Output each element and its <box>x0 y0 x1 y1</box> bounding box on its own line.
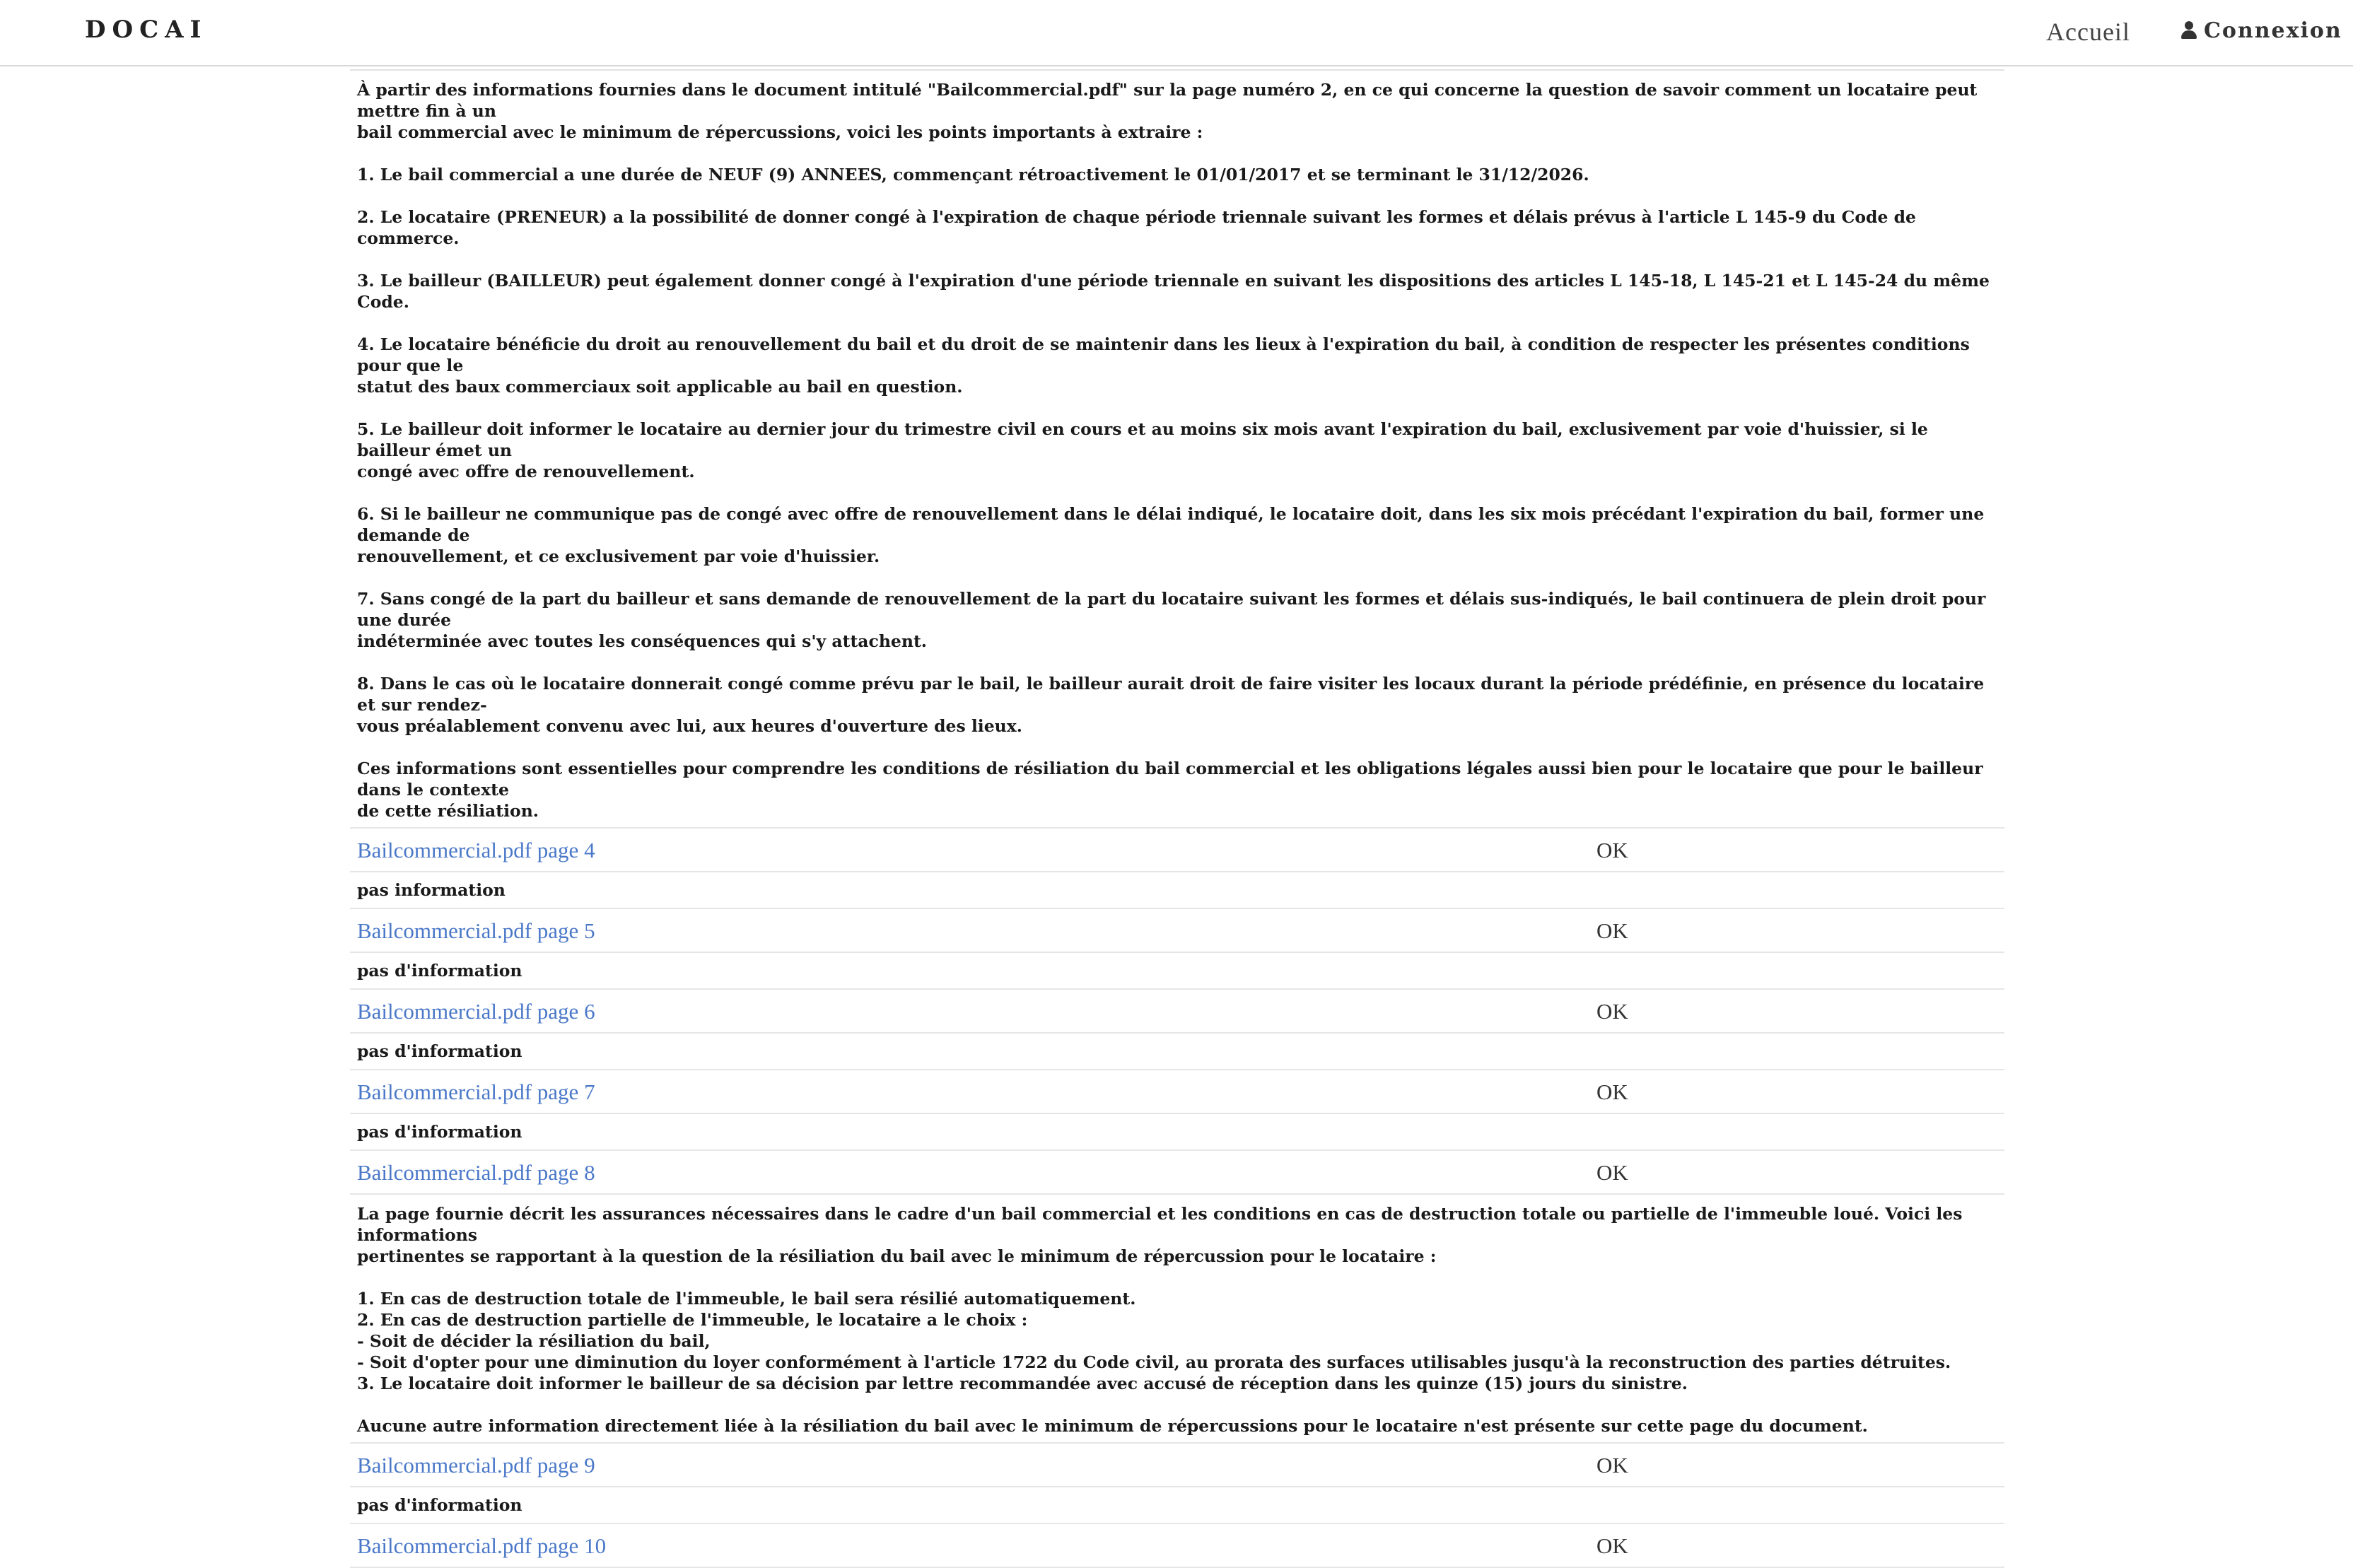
result-note <box>350 1114 2004 1151</box>
document-page-link[interactable]: Bailcommercial.pdf page 4 <box>357 838 595 862</box>
note-text: pas d'information <box>357 961 522 981</box>
result-note <box>350 872 2004 909</box>
result-note <box>350 953 2004 990</box>
result-row <box>350 1444 2004 1487</box>
status-label: OK <box>1596 1080 1628 1104</box>
results-list <box>350 69 2004 1568</box>
status-label: OK <box>1596 838 1628 862</box>
answer-text-page-8: La page fournie décrit les assurances nécessaires dans le cadre d'un bail commercial et les conditions en cas de destruction totale ou partielle de l'immeuble loué. Voici les informations pertinentes se rapportant à la question de la résiliation du bail avec le minimum de répercussion pour le locataire : 1. En cas de destruction totale de l'immeuble, le bail sera résilié automatiquement. 2. En cas de destruction partielle de l'immeuble, le locataire a le choix : - Soit de décider la résiliation du bail, - Soit d'opter pour une diminution du loyer conformément à l'article 1722 du Code civil, au prorata des surfaces utilisables jusqu'à la reconstruction des parties détruites. 3. Le locataire doit informer le bailleur de sa décision par lettre recommandée avec accusé de réception dans les quinze (15) jours du sinistre. Aucune autre information directement liée à la résiliation du bail avec le minimum de répercussions pour le locataire n'est présente sur cette page du document. <box>350 1195 2004 1444</box>
user-icon <box>2181 21 2197 40</box>
nav-home-link[interactable]: Accueil <box>2046 18 2130 46</box>
document-page-link[interactable]: Bailcommercial.pdf page 8 <box>357 1160 595 1185</box>
note-text: pas d'information <box>357 1122 522 1142</box>
document-page-link[interactable]: Bailcommercial.pdf page 7 <box>357 1080 595 1104</box>
result-row <box>350 990 2004 1034</box>
result-row <box>350 829 2004 872</box>
result-row <box>350 1151 2004 1195</box>
document-page-link[interactable]: Bailcommercial.pdf page 5 <box>357 918 595 943</box>
document-page-link[interactable]: Bailcommercial.pdf page 9 <box>357 1453 595 1478</box>
note-text: pas information <box>357 880 506 900</box>
result-row <box>350 1524 2004 1568</box>
result-note <box>350 1034 2004 1070</box>
status-label: OK <box>1596 999 1628 1024</box>
note-text: pas d'information <box>357 1495 522 1515</box>
result-row <box>350 909 2004 953</box>
document-page-link[interactable]: Bailcommercial.pdf page 6 <box>357 999 595 1024</box>
status-label: OK <box>1596 1160 1628 1185</box>
status-label: OK <box>1596 918 1628 943</box>
document-page-link[interactable]: Bailcommercial.pdf page 10 <box>357 1533 607 1558</box>
brand-logo[interactable]: DOCAI <box>85 16 208 44</box>
top-navbar <box>0 0 2353 66</box>
note-text: pas d'information <box>357 1041 522 1061</box>
answer-text-page-2: À partir des informations fournies dans le document intitulé "Bailcommercial.pdf" sur la page numéro 2, en ce qui concerne la question de savoir comment un locataire peut mettre fin à un bail commercial avec le minimum de répercussions, voici les points importants à extraire : 1. Le bail commercial a une durée de NEUF (9) ANNEES, commençant rétroactivement le 01/01/2017 et se terminant le 31/12/2026. 2. Le locataire (PRENEUR) a la possibilité de donner congé à l'expiration de chaque période triennale suivant les formes et délais prévus à l'article L 145-9 du Code de commerce. 3. Le bailleur (BAILLEUR) peut également donner congé à l'expiration d'une période triennale en suivant les dispositions des articles L 145-18, L 145-21 et L 145-24 du même Code. 4. Le locataire bénéficie du droit au renouvellement du bail et du droit de se maintenir dans les lieux à l'expiration du bail, à condition de respecter les présentes conditions pour que le statut des baux commerciaux soit applicable au bail en question. 5. Le bailleur doit informer le locataire au dernier jour du trimestre civil en cours et au moins six mois avant l'expiration du bail, exclusivement par voie d'huissier, si le bailleur émet un congé avec offre de renouvellement. 6. Si le bailleur ne communique pas de congé avec offre de renouvellement dans le délai indiqué, le locataire doit, dans les six mois précédant l'expiration du bail, former une demande de renouvellement, et ce exclusivement par voie d'huissier. 7. Sans congé de la part du bailleur et sans demande de renouvellement de la part du locataire suivant les formes et délais sus-indiqués, le bail continuera de plein droit pour une durée indéterminée avec toutes les conséquences qui s'y attachent. 8. Dans le cas où le locataire donnerait congé comme prévu par le bail, le bailleur aurait droit de faire visiter les locaux durant la période prédéfinie, en présence du locataire et sur rendez- vous préalablement convenu avec lui, aux heures d'ouverture des lieux. Ces informations sont essentielles pour comprendre les conditions de résiliation du bail commercial et les obligations légales aussi bien pour le locataire que pour le bailleur dans le contexte de cette résiliation. <box>350 71 2004 829</box>
result-note <box>350 1487 2004 1524</box>
status-label: OK <box>1596 1533 1628 1558</box>
nav-login-link[interactable] <box>2181 18 2342 43</box>
result-row <box>350 1070 2004 1114</box>
nav-login-label: Connexion <box>2204 18 2342 43</box>
status-label: OK <box>1596 1453 1628 1478</box>
